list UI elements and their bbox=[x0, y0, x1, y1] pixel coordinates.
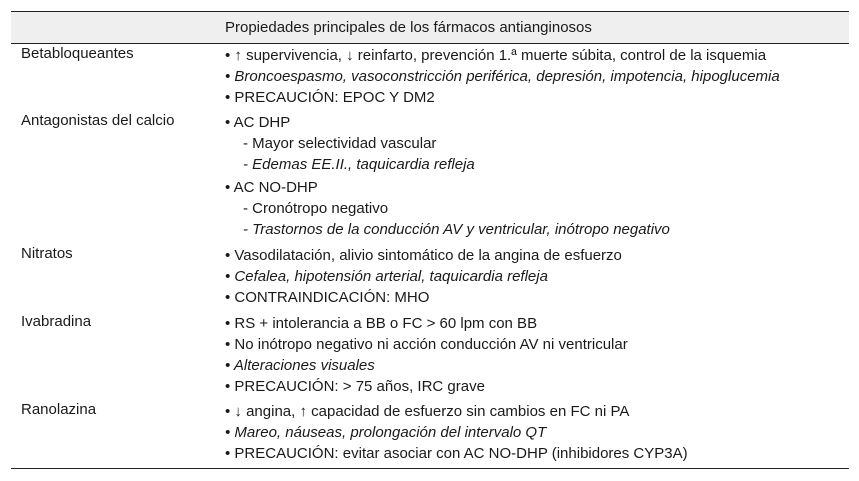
table-header-title: Propiedades principales de los fármacos antianginosos bbox=[225, 19, 592, 36]
property-line: • Broncoespasmo, vasoconstricción periférica, depresión, impotencia, hipoglucemia bbox=[225, 68, 780, 85]
property-subline: - Cronótropo negativo bbox=[243, 200, 389, 217]
property-line: • PRECAUCIÓN: EPOC Y DM2 bbox=[225, 89, 435, 106]
property-line: • PRECAUCIÓN: > 75 años, IRC grave bbox=[225, 378, 485, 395]
drug-name: Antagonistas del calcio bbox=[21, 112, 175, 129]
property-line: • CONTRAINDICACIÓN: MHO bbox=[225, 289, 430, 306]
property-line: • RS + intolerancia a BB o FC > 60 lpm con BB bbox=[225, 315, 538, 332]
drug-name: Ivabradina bbox=[21, 313, 92, 330]
property-line: • ↓ angina, ↑ capacidad de esfuerzo sin cambios en FC ni PA bbox=[225, 403, 630, 420]
property-line: • AC NO-DHP bbox=[225, 179, 318, 196]
property-subline: - Trastornos de la conducción AV y ventricular, inótropo negativo bbox=[243, 221, 670, 238]
property-subline: - Edemas EE.II., taquicardia refleja bbox=[243, 156, 475, 173]
property-line: • PRECAUCIÓN: evitar asociar con AC NO-DHP (inhibidores CYP3A) bbox=[225, 445, 688, 462]
property-line: • Vasodilatación, alivio sintomático de la angina de esfuerzo bbox=[225, 247, 622, 264]
property-line: • No inótropo negativo ni acción conducción AV ni ventricular bbox=[225, 336, 628, 353]
property-line: • Cefalea, hipotensión arterial, taquicardia refleja bbox=[225, 268, 548, 285]
property-line: • Alteraciones visuales bbox=[225, 357, 375, 374]
drug-properties bbox=[225, 313, 628, 397]
drug-name: Ranolazina bbox=[21, 401, 97, 418]
property-line: • ↑ supervivencia, ↓ reinfarto, prevención 1.ª muerte súbita, control de la isquemia bbox=[225, 47, 767, 64]
property-line: • AC DHP bbox=[225, 114, 291, 131]
drug-properties bbox=[225, 245, 622, 308]
property-line: • Mareo, náuseas, prolongación del intervalo QT bbox=[225, 424, 547, 441]
drug-name: Nitratos bbox=[21, 245, 73, 262]
drug-properties bbox=[225, 45, 780, 108]
drug-name: Betabloqueantes bbox=[21, 45, 134, 62]
antianginal-drugs-table bbox=[11, 11, 849, 469]
property-subline: - Mayor selectividad vascular bbox=[243, 135, 437, 152]
drug-properties bbox=[225, 401, 688, 464]
drug-properties bbox=[225, 112, 670, 240]
table-header bbox=[11, 12, 849, 44]
